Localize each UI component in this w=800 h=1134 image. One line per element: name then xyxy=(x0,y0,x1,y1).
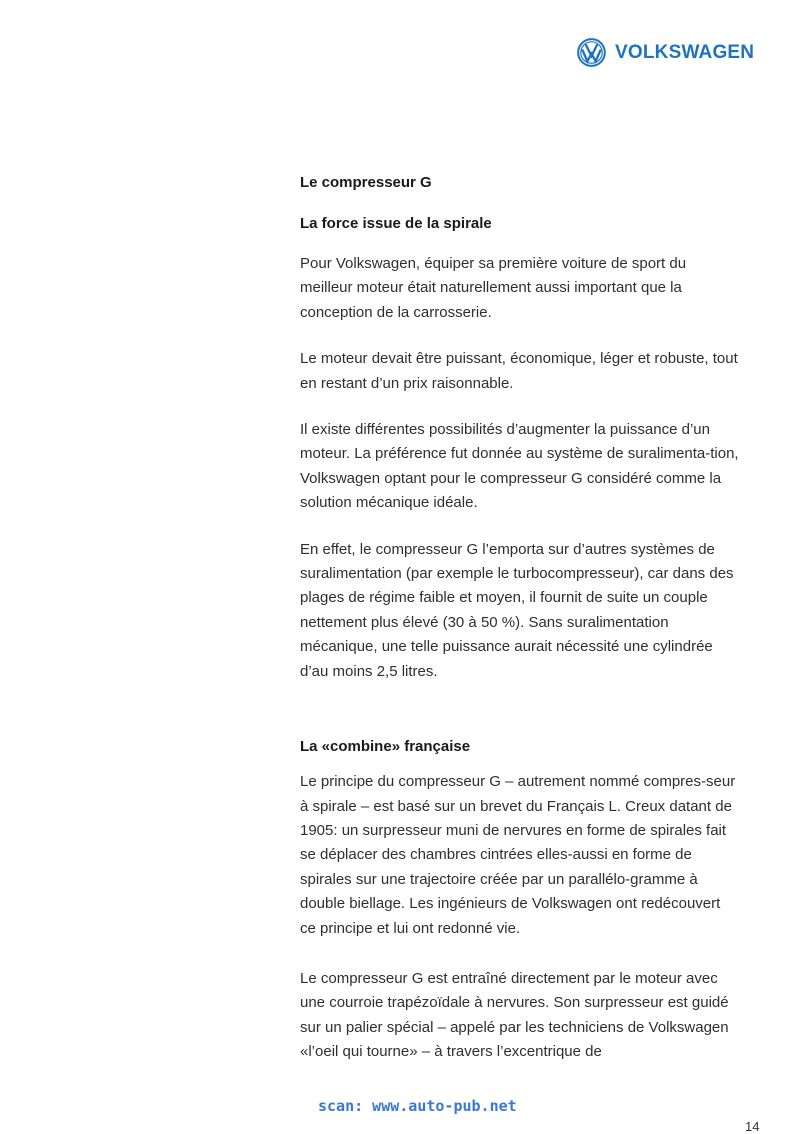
subsection-heading: La force issue de la spirale xyxy=(300,215,492,232)
article-body xyxy=(300,172,740,1065)
brand-logo xyxy=(577,38,754,67)
paragraph: Le compresseur G est entraîné directement par le moteur avec une courroie trapézoïdale à nervures. Son surpresseur est guidé sur un palier spécial – appelé par les techniciens de Volkswagen «l’oeil qui tourne» – à travers l’excentrique de xyxy=(300,969,729,1061)
paragraph: En effet, le compresseur G l’emporta sur d’autres systèmes de suralimentation (par exemple le turbocompresseur), car dans des plages de régime faible et moyen, il fournit de suite un couple nettement plus élevé (30 à 50 %). Sans suralimentation mécanique, une telle puissance aurait nécessité une cylindrée d’au moins 2,5 litres. xyxy=(300,540,734,680)
paragraph: Il existe différentes possibilités d’augmenter la puissance d’un moteur. La préférence fut donnée au système de suralimenta-tion, Volkswagen optant pour le compresseur G considéré comme la solution mécanique idéale. xyxy=(300,421,739,512)
scan-watermark: scan: www.auto-pub.net xyxy=(318,1097,517,1115)
paragraph: Pour Volkswagen, équiper sa première voiture de sport du meilleur moteur était naturellement aussi important que la conception de la carrosserie. xyxy=(300,255,687,321)
brand-name: VOLKSWAGEN xyxy=(615,41,755,63)
subsection-heading: La «combine» française xyxy=(300,738,471,756)
vw-logo-icon xyxy=(577,38,606,67)
paragraph: Le moteur devait être puissant, économique, léger et robuste, tout en restant d’un prix raisonnable. xyxy=(300,350,738,392)
page-number: 14 xyxy=(745,1119,760,1134)
paragraph: Le principe du compresseur G – autrement nommé compres-seur à spirale – est basé sur un brevet du Français L. Creux datant de 1905: un surpresseur muni de nervures en forme de spirales fait se déplacer des chambres cintrées elles-aussi en forme de spirales sur une trajectoire créée par un parallélo-gramme à double biellage. Les ingénieurs de Volkswagen ont redécouvert ce principe et lui ont redonné vie. xyxy=(300,773,736,937)
section-heading: Le compresseur G xyxy=(300,174,432,191)
